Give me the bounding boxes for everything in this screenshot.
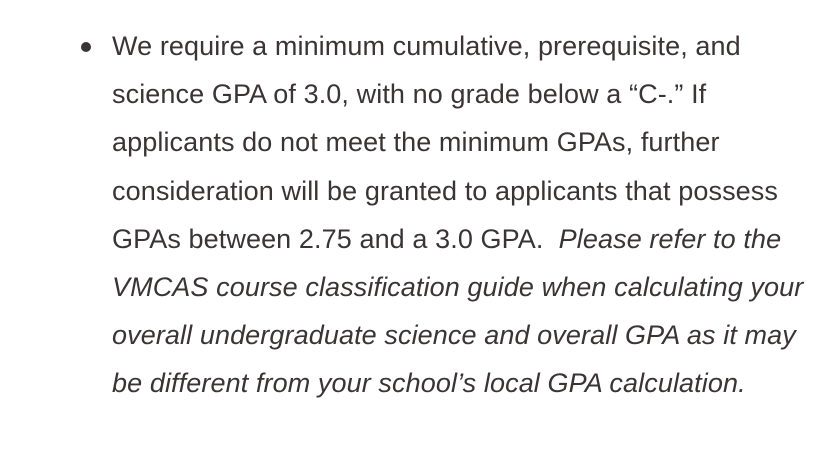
vmcas-guide-note: Please refer to the VMCAS course classification guide when calculating your overall undergraduate science and overall GPA as it may be different from your school’s local GPA calculation.: [112, 223, 804, 399]
list-item: [112, 22, 812, 408]
gpa-requirement-text: We require a minimum cumulative, prerequisite, and science GPA of 3.0, with no grade below a “C-.” If applicants do not meet the minimum GPAs, further consideration will be granted to applicants that possess GPAs between 2.75 and a 3.0 GPA.: [112, 31, 778, 254]
bullet-icon: [81, 42, 91, 52]
